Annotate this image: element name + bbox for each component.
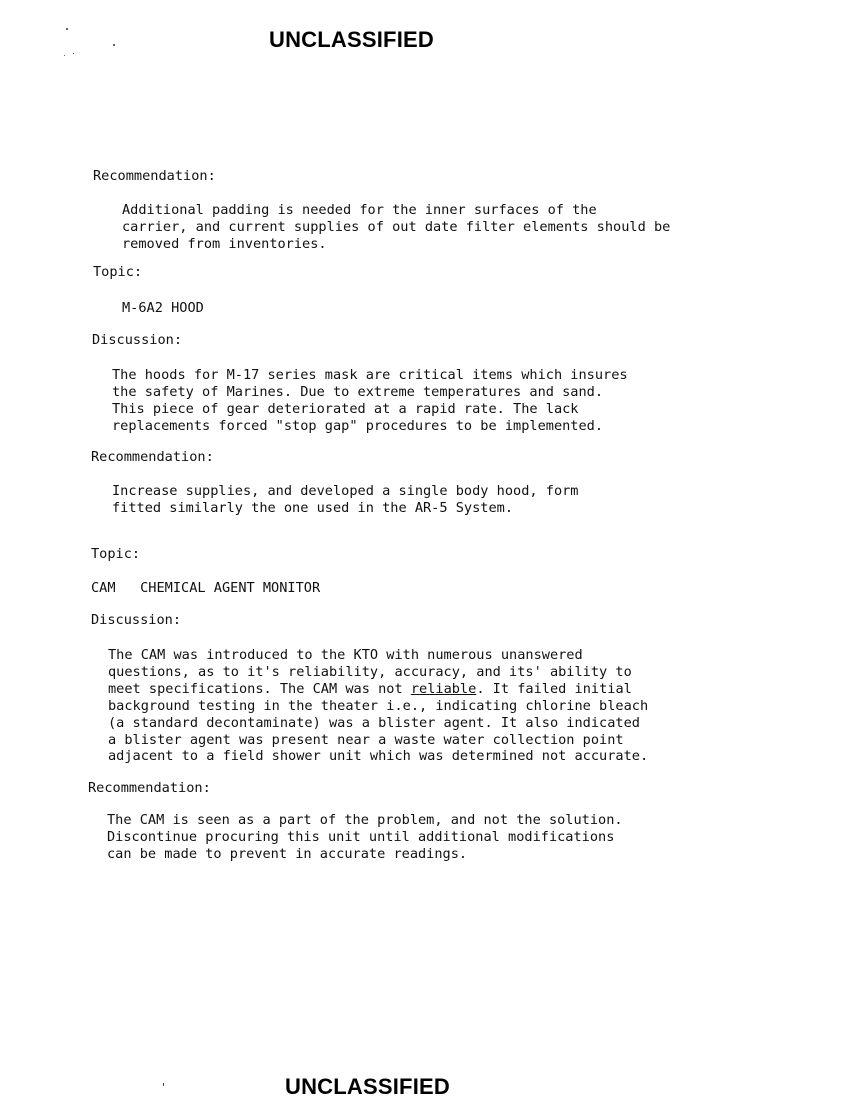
discussion-text-line: the safety of Marines. Due to extreme temperatures and sand.	[112, 384, 604, 400]
discussion-text-line: adjacent to a field shower unit which was determined not accurate.	[108, 748, 649, 764]
classification-banner-bottom: UNCLASSIFIED	[285, 1074, 450, 1099]
discussion-text-line: questions, as to it's reliability, accuracy, and its' ability to	[108, 664, 632, 680]
underlined-word: reliable	[410, 681, 477, 697]
recommendation-text-line: Increase supplies, and developed a single body hood, form	[112, 483, 579, 499]
recommendation-text-line: Discontinue procuring this unit until additional modifications	[107, 829, 615, 845]
discussion-text-line: The hoods for M-17 series mask are critical items which insures	[112, 367, 628, 383]
recommendation-text-line: removed from inventories.	[122, 236, 327, 252]
discussion-text-segment: . It failed initial	[476, 681, 632, 697]
discussion-text-line: a blister agent was present near a waste water collection point	[108, 732, 624, 748]
recommendation-heading: Recommendation:	[88, 780, 211, 796]
topic-heading: Topic:	[91, 546, 141, 562]
discussion-heading: Discussion:	[92, 332, 183, 348]
topic-title: M-6A2 HOOD	[122, 300, 204, 316]
recommendation-heading: Recommendation:	[93, 168, 216, 184]
topic-heading: Topic:	[93, 264, 143, 280]
scan-speck	[163, 1083, 164, 1086]
discussion-text-line: This piece of gear deteriorated at a rapid rate. The lack	[112, 401, 579, 417]
recommendation-text-line: fitted similarly the one used in the AR-5 System.	[112, 500, 514, 516]
scan-speck	[113, 44, 115, 46]
scan-speck	[73, 53, 74, 54]
discussion-heading: Discussion:	[91, 612, 182, 628]
discussion-text-line: (a standard decontaminate) was a blister agent. It also indicated	[108, 715, 640, 731]
discussion-text-line: replacements forced "stop gap" procedures to be implemented.	[112, 418, 604, 434]
discussion-text-line: The CAM was introduced to the KTO with numerous unanswered	[108, 647, 583, 663]
discussion-text-segment: meet specifications. The CAM was not	[108, 681, 411, 697]
topic-title: CAM CHEMICAL AGENT MONITOR	[91, 580, 321, 596]
scan-speck	[66, 28, 68, 30]
recommendation-text-line: can be made to prevent in accurate readings.	[107, 846, 468, 862]
recommendation-heading: Recommendation:	[91, 449, 214, 465]
recommendation-text-line: Additional padding is needed for the inner surfaces of the	[122, 202, 597, 218]
discussion-text-line	[108, 681, 632, 698]
recommendation-text-line: The CAM is seen as a part of the problem, and not the solution.	[107, 812, 623, 828]
discussion-text-line: background testing in the theater i.e., indicating chlorine bleach	[108, 698, 649, 714]
recommendation-text-line: carrier, and current supplies of out date filter elements should be	[122, 219, 671, 235]
classification-banner-top: UNCLASSIFIED	[269, 27, 434, 52]
scan-speck	[64, 55, 65, 56]
